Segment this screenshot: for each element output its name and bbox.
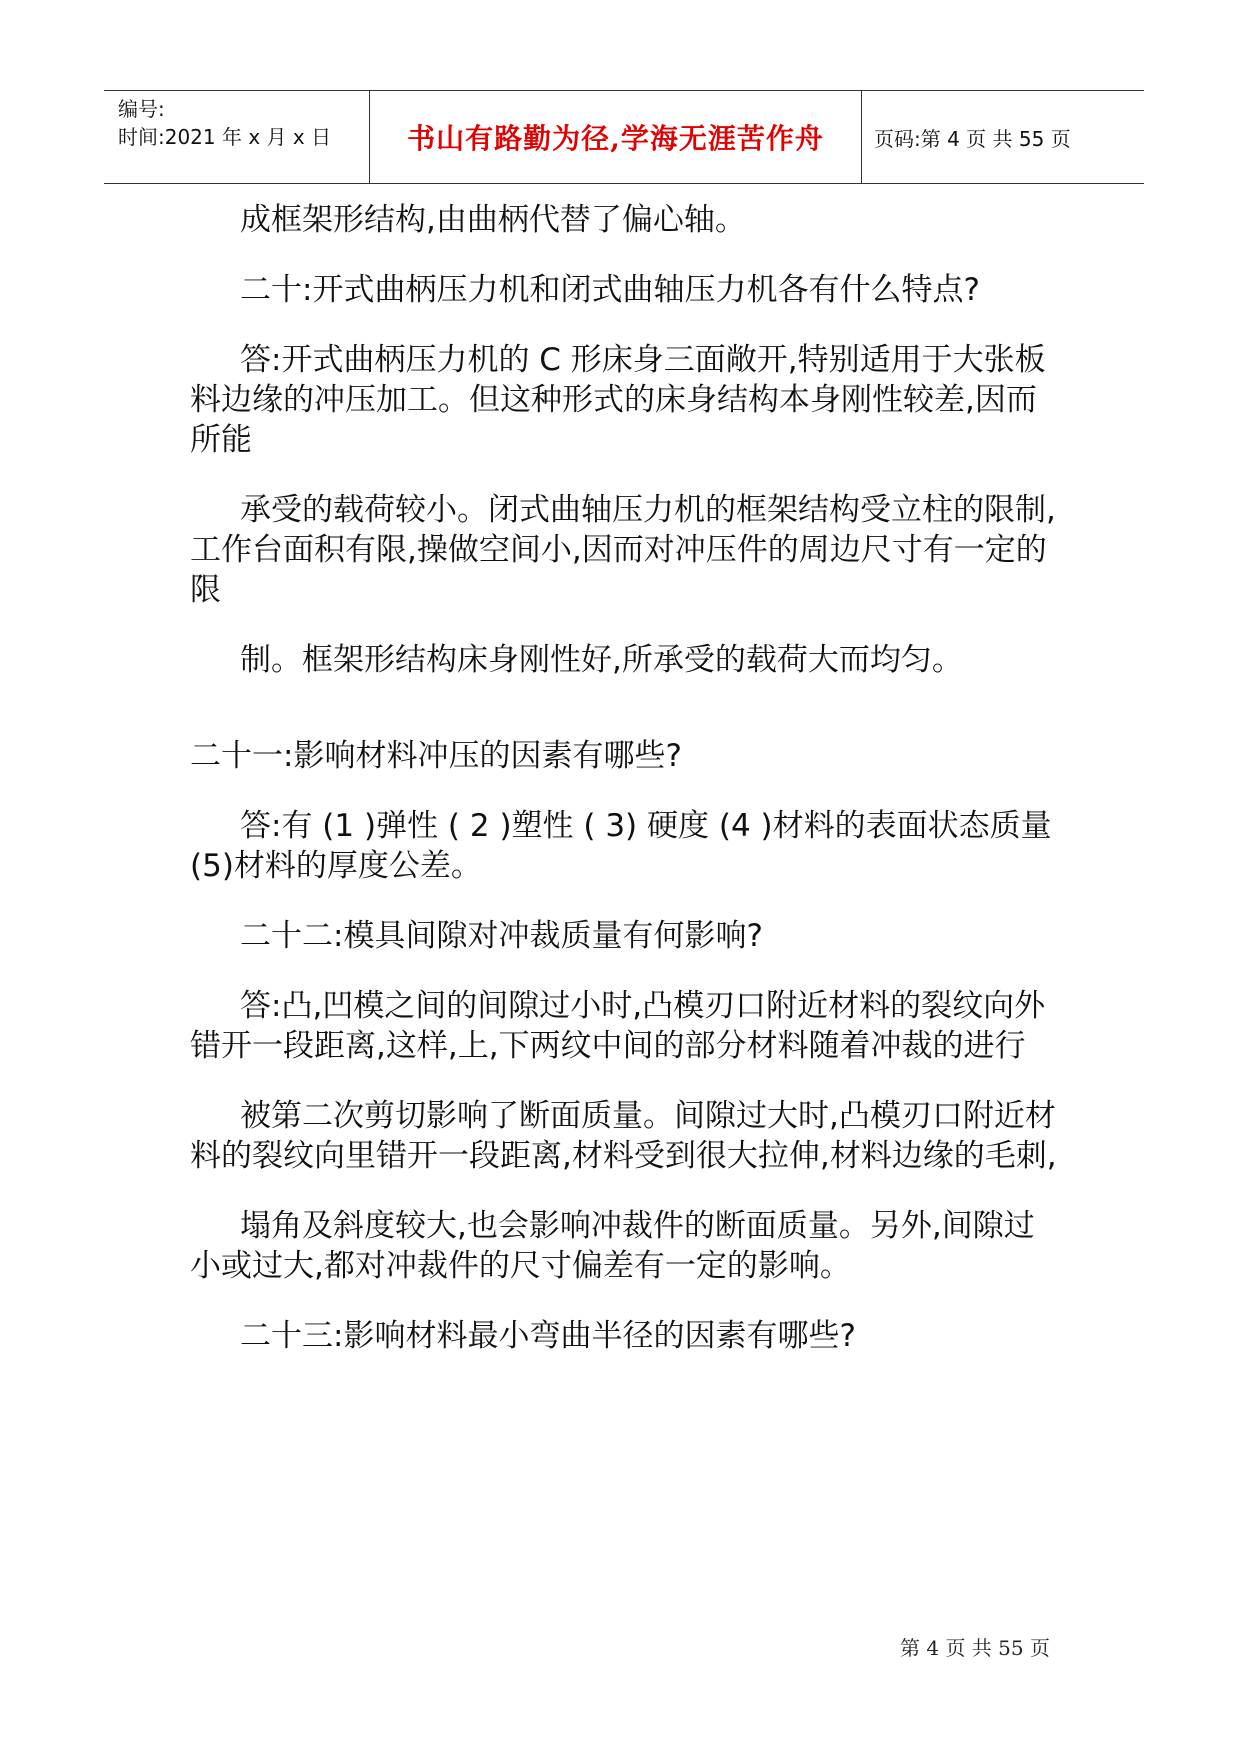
question-heading: 二十一:影响材料冲压的因素有哪些? — [190, 738, 682, 774]
paragraph: 被第二次剪切影响了断面质量。间隙过大时,凸模刃口附近材料的裂纹向里错开一段距离,材料受到很大拉伸,材料边缘的毛刺, — [190, 1098, 1057, 1174]
header-meta — [104, 91, 370, 183]
paragraph: 制。框架形结构床身刚性好,所承受的载荷大而均匀。 — [240, 642, 963, 678]
question-heading: 二十三:影响材料最小弯曲半径的因素有哪些? — [240, 1318, 856, 1354]
question-heading: 二十:开式曲柄压力机和闭式曲轴压力机各有什么特点? — [240, 272, 980, 308]
paragraph: 成框架形结构,由曲柄代替了偏心轴。 — [240, 202, 746, 238]
header-motto: 书山有路勤为径,学海无涯苦作舟 — [370, 91, 862, 183]
page-header — [104, 90, 1144, 184]
document-number-label: 编号: — [118, 97, 165, 121]
answer-paragraph: 答:凸,凹模之间的间隙过小时,凸模刃口附近材料的裂纹向外错开一段距离,这样,上,下两纹中间的部分材料随着冲裁的进行 — [190, 988, 1046, 1064]
answer-paragraph: 答:有 (1 )弹性 ( 2 )塑性 ( 3) 硬度 (4 )材料的表面状态质量 (5)材料的厚度公差。 — [190, 808, 1052, 884]
document-time-label: 时间:2021 年 x 月 x 日 — [118, 125, 332, 149]
question-heading: 二十二:模具间隙对冲裁质量有何影响? — [240, 918, 763, 954]
paragraph: 塌角及斜度较大,也会影响冲裁件的断面质量。另外,间隙过小或过大,都对冲裁件的尺寸偏差有一定的影响。 — [190, 1208, 1035, 1284]
document-body — [190, 200, 1060, 1386]
paragraph: 承受的载荷较小。闭式曲轴压力机的框架结构受立柱的限制,工作台面积有限,操做空间小,因而对冲压件的周边尺寸有一定的限 — [190, 492, 1056, 608]
header-page-number: 页码:第 4 页 共 55 页 — [874, 126, 1071, 151]
answer-paragraph: 答:开式曲柄压力机的 C 形床身三面敞开,特别适用于大张板料边缘的冲压加工。但这种形式的床身结构本身刚性较差,因而所能 — [190, 342, 1046, 458]
page-footer: 第 4 页 共 55 页 — [900, 1636, 1050, 1660]
